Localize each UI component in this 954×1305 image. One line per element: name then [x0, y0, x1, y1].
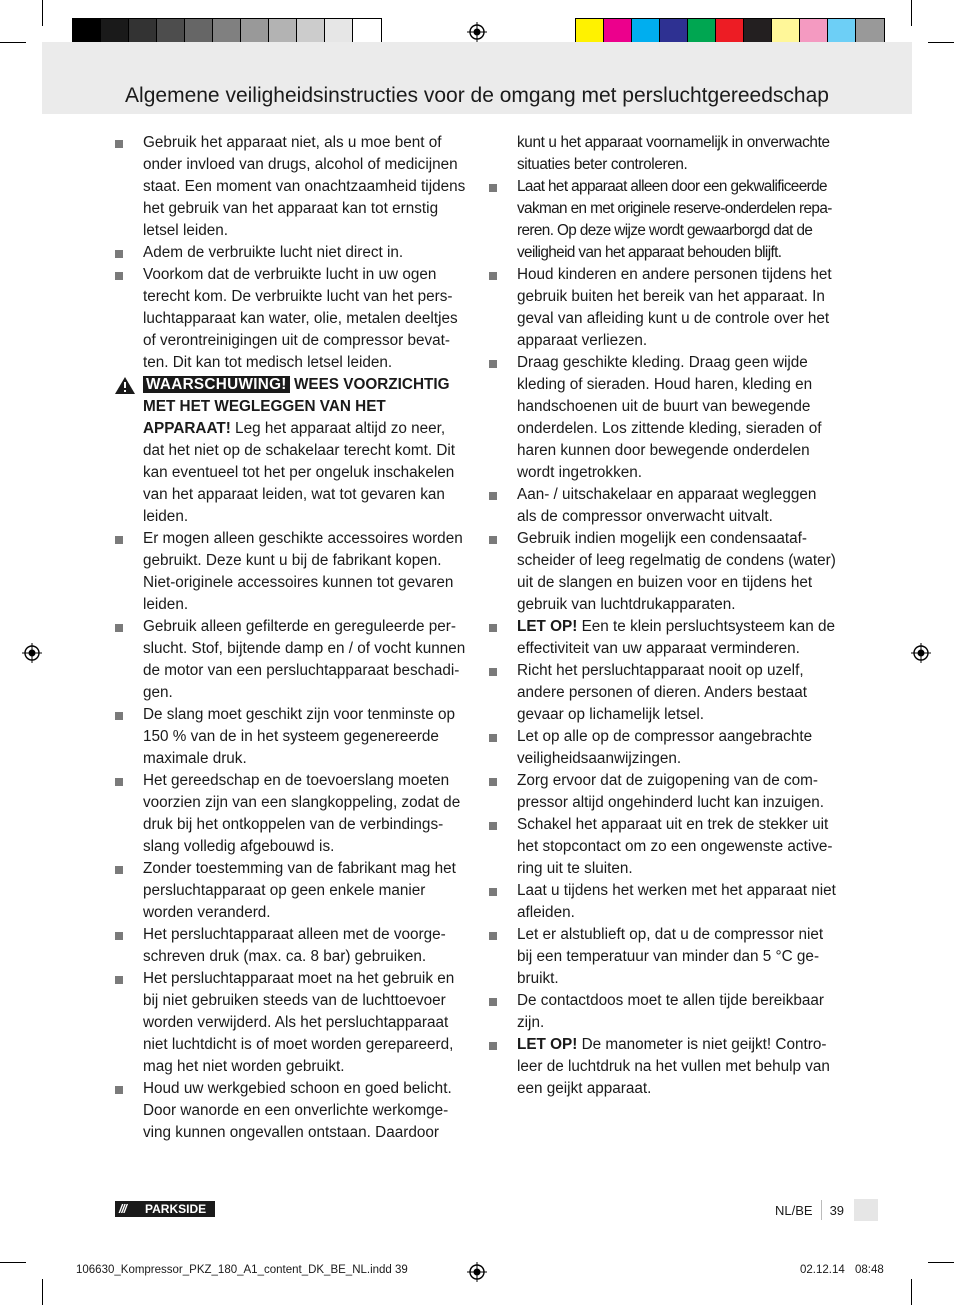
bullet-icon [489, 536, 497, 544]
list-item-continuation: kunt u het apparaat voornamelijk in onverwachte situaties beter controleren. [517, 134, 830, 173]
list-item: De slang moet geschikt zijn voor tenminste op 150 % van de in het systeem gegenereerde maximale druk. [115, 704, 467, 770]
warning-item [115, 374, 467, 528]
bullet-icon [489, 184, 497, 192]
list-item: Het gereedschap en de toevoerslang moeten voorzien zijn van een slangkoppeling, zodat de druk bij het ontkoppelen van de verbindingsslang volledig afgebouwd is. [115, 770, 467, 858]
list-item: Richt het persluchtapparaat nooit op uzelf, andere personen of dieren. Anders bestaat gevaar op lichamelijk letsel. [489, 660, 839, 726]
list-item: Laat u tijdens het werken met het apparaat niet afleiden. [489, 880, 839, 924]
list-item: Draag geschikte kleding. Draag geen wijde kleding of sieraden. Houd haren, kleding en handschoenen uit de buurt van bewegende onderdelen. Los zittende kleding, sieraden of haren kunnen door bewegende onderdelen wordt ingetrokken. [489, 352, 839, 484]
bullet-icon [489, 932, 497, 940]
list-item: Voorkom dat de verbruikte lucht in uw ogen terecht kom. De verbruikte lucht van het persluchtapparaat kan water, olie, metalen deeltjes of verontreinigingen uit de compressor bevatten. Dit kan tot medisch letsel leiden. [115, 264, 467, 374]
crop-mark [42, 1279, 43, 1305]
list-item: Gebruik alleen gefilterde en gereguleerde perslucht. Stof, bijtende damp en / of vocht kunnen de motor van een persluchtapparaat beschadigen. [115, 616, 467, 704]
parkside-logo: /// PARKSIDE [115, 1201, 215, 1217]
registration-mark-icon [22, 643, 42, 663]
crop-mark [0, 1262, 26, 1263]
warning-tag: WAARSCHUWING! [143, 376, 290, 393]
list-item: Gebruik indien mogelijk een condensaatafscheider of leeg regelmatig de condens (water) uit de slangen en buizen voor en tijdens het gebruik van luchtdrukapparaten. [489, 528, 839, 616]
list-item: LET OP! Een te klein persluchtsysteem kan de effectiviteit van uw apparaat verminderen. [489, 616, 839, 660]
list-item: Gebruik het apparaat niet, als u moe bent of onder invloed van drugs, alcohol of medicijnen staat. Een moment van onachtzaamheid tijdens het gebruik van het apparaat kan tot ernstig letsel leiden. [115, 132, 467, 242]
slug-filename: 106630_Kompressor_PKZ_180_A1_content_DK_BE_NL.indd 39 [76, 1264, 408, 1276]
bullet-icon [489, 624, 497, 632]
list-item: Aan- / uitschakelaar en apparaat wegleggen als de compressor onverwacht uitvalt. [489, 484, 839, 528]
bullet-icon [115, 536, 123, 544]
list-item: Let op alle op de compressor aangebrachte veiligheidsaanwijzingen. [489, 726, 839, 770]
list-item: Laat het apparaat alleen door een gekwalificeerde vakman en met originele reserve-onderdelen repareren. Op deze wijze wordt gewaarborgd dat de veiligheid van het apparaat behouden blijft. [489, 176, 839, 264]
page-title: Algemene veiligheidsinstructies voor de omgang met persluchtgereedschap [125, 84, 829, 107]
bullet-icon [489, 998, 497, 1006]
bullet-icon [489, 778, 497, 786]
bullet-icon [115, 976, 123, 984]
bullet-icon [115, 272, 123, 280]
list-item: Houd kinderen en andere personen tijdens het gebruik buiten het bereik van het apparaat. In geval van afleiding kunt u de controle over het apparaat verliezen. [489, 264, 839, 352]
locale-label: NL/BE [775, 1202, 813, 1218]
list-item: Het persluchtapparaat alleen met de voorgeschreven druk (max. ca. 8 bar) gebruiken. [115, 924, 467, 968]
bullet-icon [115, 712, 123, 720]
bullet-icon [115, 250, 123, 258]
bullet-icon [115, 1086, 123, 1094]
bullet-icon [489, 492, 497, 500]
crop-mark [42, 0, 43, 26]
list-item: Zonder toestemming van de fabrikant mag het persluchtapparaat op geen enkele manier worden veranderd. [115, 858, 467, 924]
list-item: Adem de verbruikte lucht niet direct in. [115, 242, 467, 264]
list-item: LET OP! De manometer is niet geijkt! Controleer de luchtdruk na het vullen met behulp van een geijkt apparaat. [489, 1034, 839, 1100]
registration-mark-icon [467, 22, 487, 42]
list-item: Zorg ervoor dat de zuigopening van de compressor altijd ongehinderd lucht kan inzuigen. [489, 770, 839, 814]
bullet-icon [489, 734, 497, 742]
footer-divider [821, 1200, 822, 1220]
list-item: Er mogen alleen geschikte accessoires worden gebruikt. Deze kunt u bij de fabrikant kopen. Niet-originele accessoires kunnen tot gevaren leiden. [115, 528, 467, 616]
warning-text: Leg het apparaat altijd zo neer, dat het niet op de schakelaar terecht komt. Dit kan eventueel tot het per ongeluk inschakelen van het apparaat leiden, wat tot gevaren kan leiden. [143, 420, 456, 525]
bullet-icon [115, 866, 123, 874]
crop-mark [911, 0, 912, 26]
bullet-icon [115, 778, 123, 786]
left-column [115, 132, 467, 1144]
bullet-icon [115, 140, 123, 148]
bullet-icon [489, 272, 497, 280]
list-item: Schakel het apparaat uit en trek de stekker uit het stopcontact om zo een ongewenste activering uit te sluiten. [489, 814, 839, 880]
list-item: Let er alstublieft op, dat u de compressor niet bij een temperatuur van minder dan 5 °C gebruikt. [489, 924, 839, 990]
slug-time: 08:48 [855, 1264, 884, 1276]
bullet-icon [489, 360, 497, 368]
list-item: Houd uw werkgebied schoon en goed belicht. Door wanorde en een onverlichte werkomgeving kunnen ongevallen ontstaan. Daardoor [115, 1078, 467, 1144]
bullet-icon [489, 822, 497, 830]
crop-mark [0, 42, 26, 43]
section-header [42, 42, 912, 114]
right-column [489, 132, 839, 1100]
bullet-icon [489, 888, 497, 896]
slug-date: 02.12.14 [800, 1264, 845, 1276]
bullet-icon [489, 1042, 497, 1050]
list-item: Het persluchtapparaat moet na het gebruik en bij niet gebruiken steeds van de luchttoevoer worden verwijderd. Als het persluchtapparaat niet luchtdicht is of moet worden gerepareerd, mag het niet worden gebruikt. [115, 968, 467, 1078]
warning-triangle-icon [115, 377, 135, 394]
bullet-icon [489, 668, 497, 676]
page-footer [775, 1199, 878, 1221]
page-number: 39 [829, 1202, 845, 1218]
crop-mark [928, 42, 954, 43]
page-tab-marker [854, 1199, 878, 1221]
registration-mark-icon [467, 1262, 487, 1282]
bullet-icon [115, 624, 123, 632]
list-item: De contactdoos moet te allen tijde bereikbaar zijn. [489, 990, 839, 1034]
crop-mark [911, 1279, 912, 1305]
registration-mark-icon [911, 643, 931, 663]
warning-heading: WEES VOORZICHTIG MET HET WEGLEGGEN VAN HET APPARAAT! [143, 376, 450, 437]
bullet-icon [115, 932, 123, 940]
crop-mark [928, 1262, 954, 1263]
